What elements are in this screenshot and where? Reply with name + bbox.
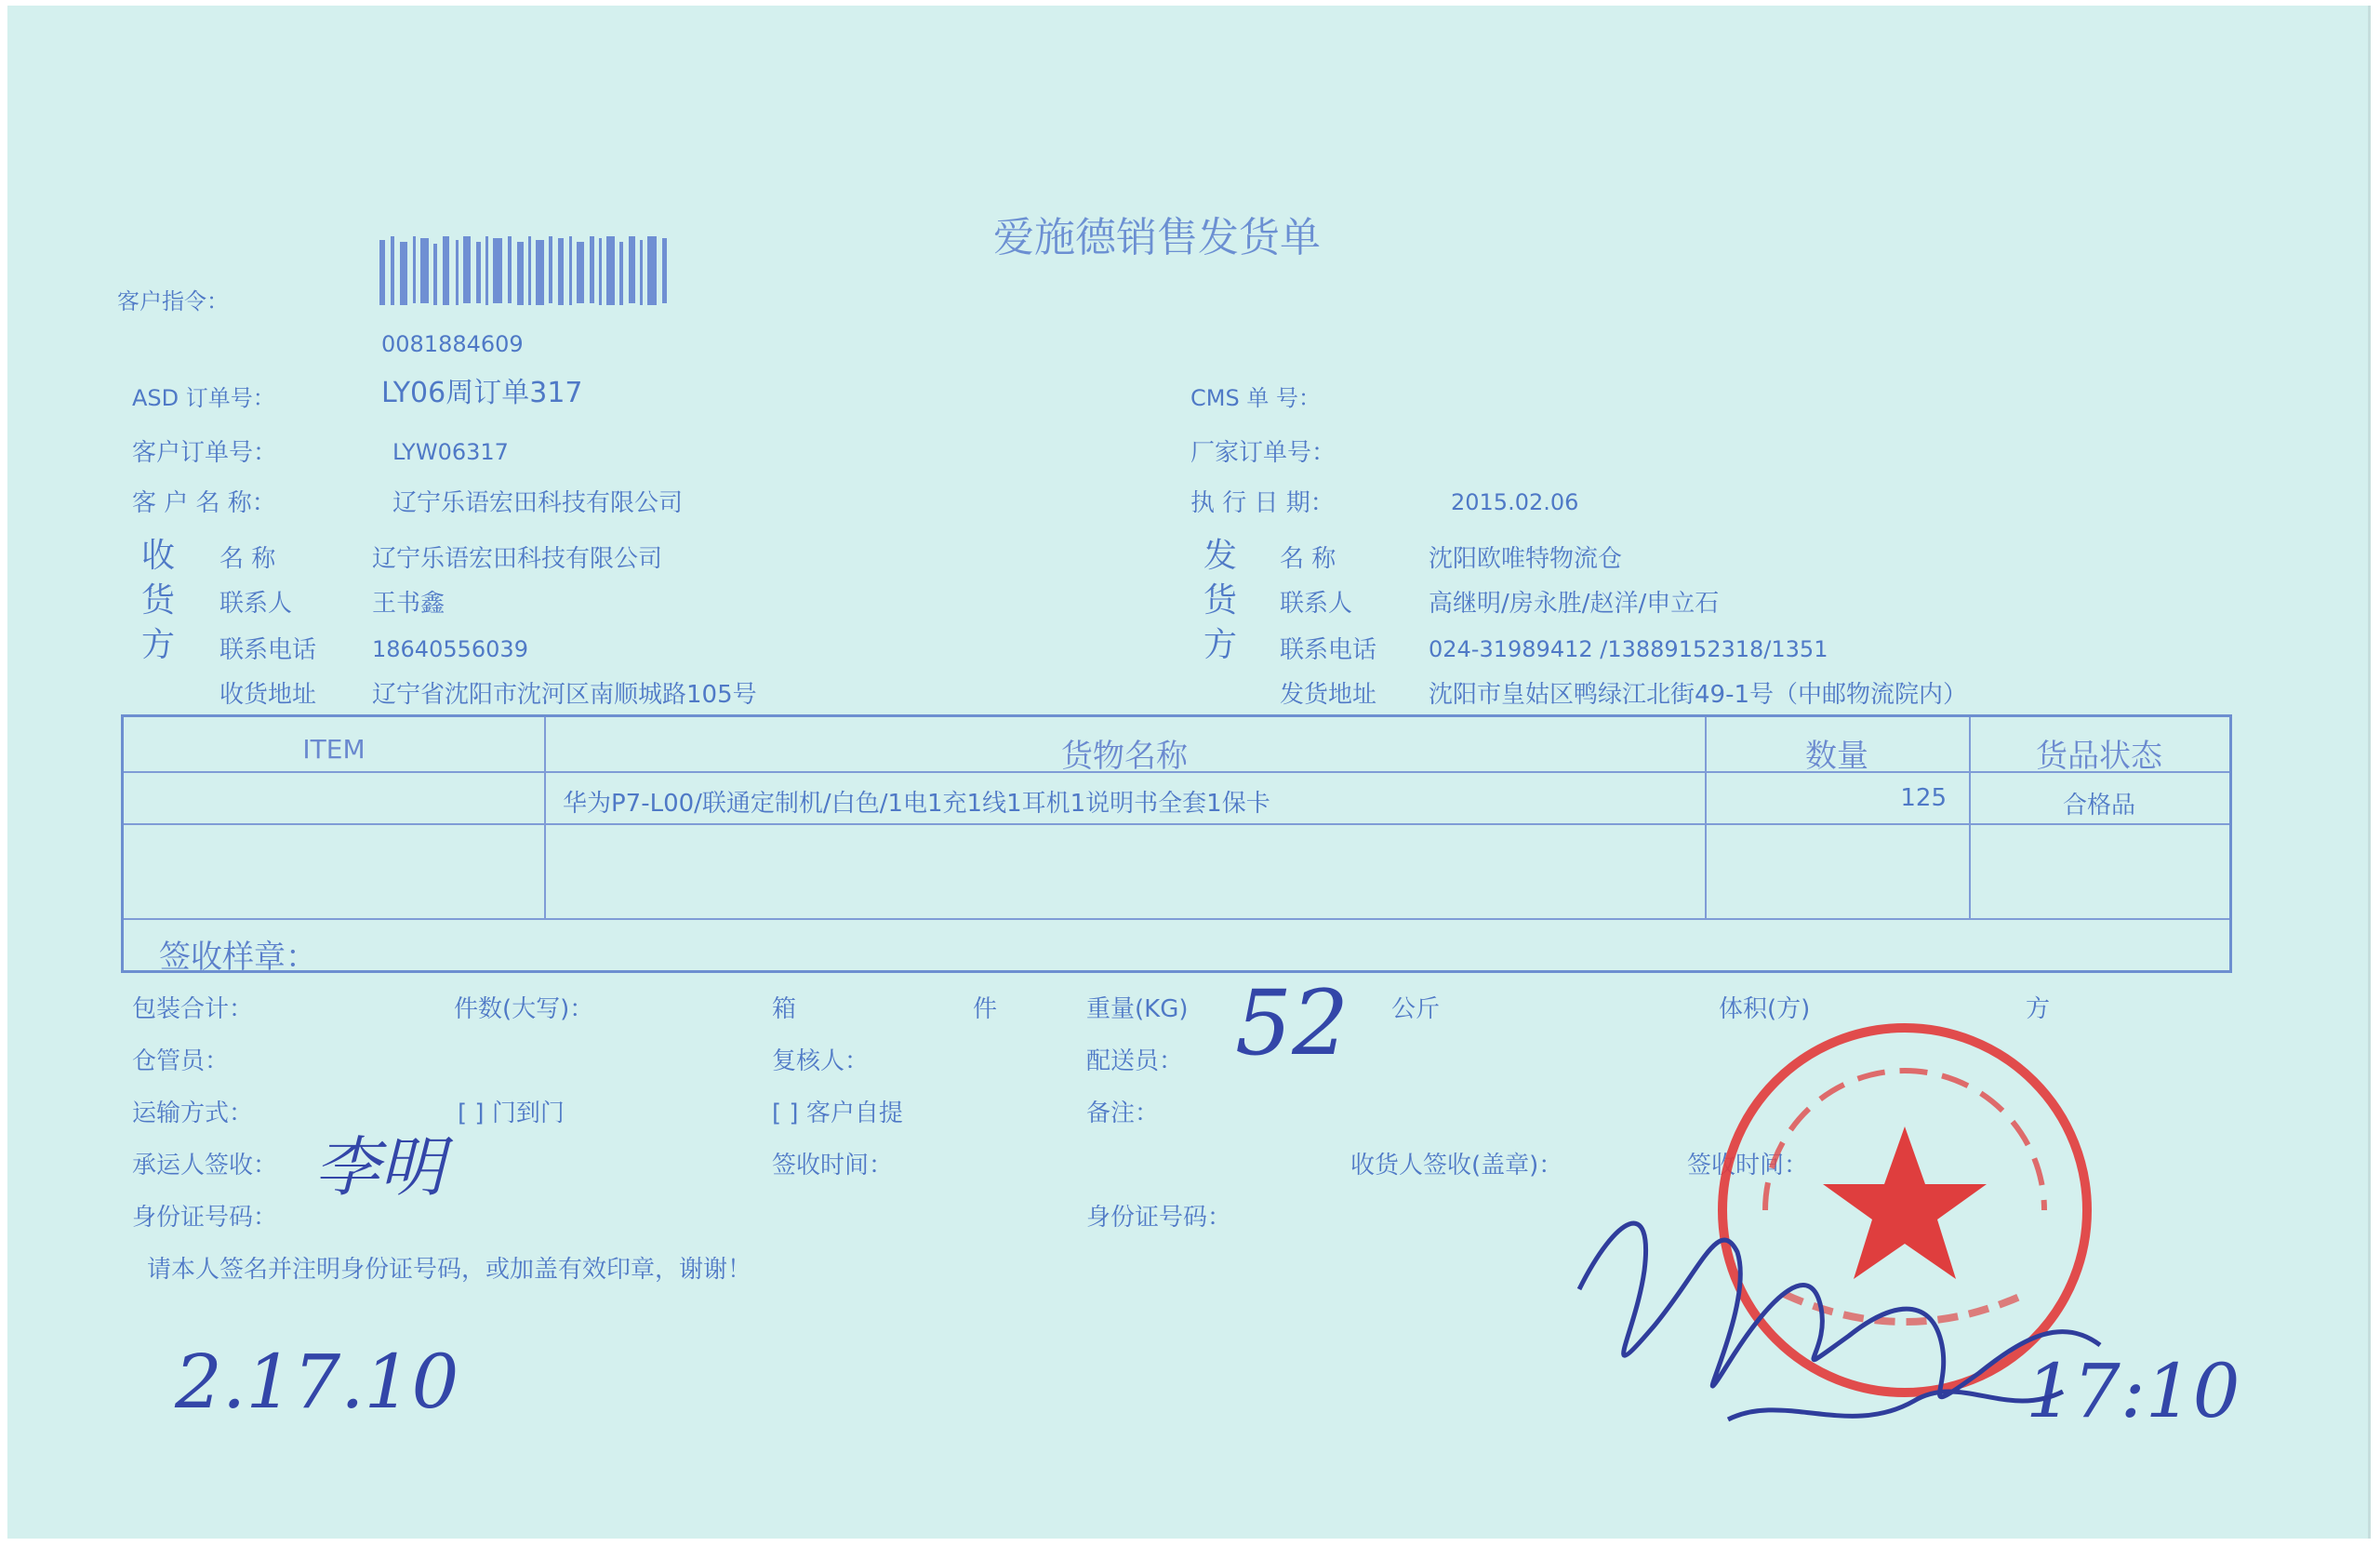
handwritten-time-right: 17:10	[2026, 1348, 2240, 1434]
sender-side-char-2: 货	[1203, 581, 1238, 620]
sender-side-char-1: 发	[1203, 537, 1238, 575]
row-status: 合格品	[2062, 792, 2135, 820]
receiver-side-char-2: 货	[141, 581, 176, 620]
piece-label: 件	[973, 995, 998, 1023]
receiver-side-char-1: 收	[141, 537, 176, 575]
receiver-address-label: 收货地址	[219, 681, 317, 709]
delivery-note-paper	[7, 6, 2371, 1539]
document-title: 爱施德销售发货单	[993, 214, 1321, 261]
pack-total-label: 包装合计：	[132, 995, 254, 1023]
sender-address: 沈阳市皇姑区鸭绿江北街49-1号（中邮物流院内）	[1429, 681, 1968, 709]
weight-label: 重量(KG)	[1086, 995, 1189, 1023]
sender-side-char-3: 方	[1203, 626, 1238, 664]
volume-label: 体积(方)	[1719, 995, 1811, 1023]
pieces-label: 件数(大写)：	[454, 995, 594, 1023]
carrier-sign-label: 承运人签收：	[132, 1152, 278, 1179]
row-goods-name: 华为P7-L00/联通定制机/白色/1电1充1线1耳机1说明书全套1保卡	[563, 790, 1270, 818]
handwritten-date-left: 2.17.10	[175, 1339, 459, 1425]
transport-label: 运输方式：	[132, 1100, 254, 1127]
warehouse-label: 仓管员：	[132, 1047, 230, 1075]
barcode	[379, 236, 677, 311]
cms-order-label: CMS 单 号：	[1190, 385, 1321, 411]
receiver-name-label: 名 称	[219, 545, 276, 573]
sender-phone: 024-31989412 /13889152318/1351	[1429, 636, 1828, 662]
receiver-contact: 王书鑫	[372, 590, 445, 618]
carrier-signature: 李明	[314, 1129, 445, 1206]
exec-date-value: 2015.02.06	[1451, 489, 1579, 515]
asd-order-value: LY06周订单317	[381, 377, 583, 409]
door-to-door-option: [ ] 门到门	[458, 1100, 565, 1127]
exec-date-label: 执 行 日 期：	[1190, 489, 1335, 517]
sign-time-label-2: 签收时间：	[1687, 1152, 1809, 1179]
notice-text: 请本人签名并注明身份证号码，或加盖有效印章，谢谢！	[147, 1256, 752, 1284]
id-number-label: 身份证号码：	[132, 1204, 278, 1232]
sender-contact: 高继明/房永胜/赵洋/申立石	[1429, 590, 1720, 618]
deliverer-label: 配送员：	[1086, 1047, 1184, 1075]
asd-order-label: ASD 订单号：	[132, 385, 275, 411]
receiver-address: 辽宁省沈阳市沈河区南顺城路105号	[372, 681, 757, 709]
header-status: 货品状态	[2036, 738, 2162, 775]
customer-order-value: LYW06317	[392, 439, 509, 465]
sender-name-label: 名 称	[1280, 545, 1336, 573]
customer-instruction-label: 客户指令：	[117, 288, 229, 314]
customer-order-label: 客户订单号：	[132, 439, 278, 467]
sender-contact-label: 联系人	[1280, 590, 1353, 618]
customer-instruction-code: 0081884609	[381, 331, 524, 357]
header-item: ITEM	[302, 734, 366, 765]
factory-order-label: 厂家订单号：	[1190, 439, 1336, 467]
self-pickup-option: [ ] 客户自提	[772, 1100, 903, 1127]
goods-table	[121, 714, 2232, 976]
customer-name-value: 辽宁乐语宏田科技有限公司	[392, 489, 684, 517]
sender-address-label: 发货地址	[1280, 681, 1377, 709]
customer-name-label: 客 户 名 称：	[132, 489, 276, 517]
sender-phone-label: 联系电话	[1280, 636, 1377, 664]
receiver-phone-label: 联系电话	[219, 636, 317, 664]
sender-name: 沈阳欧唯特物流仓	[1429, 545, 1623, 573]
header-goods-name: 货物名称	[1061, 738, 1188, 775]
box-label: 箱	[772, 995, 797, 1023]
header-quantity: 数量	[1805, 738, 1868, 775]
receiver-phone: 18640556039	[372, 636, 528, 662]
cube-label: 方	[2026, 995, 2051, 1023]
remark-label: 备注：	[1086, 1100, 1160, 1127]
kg-label: 公斤	[1391, 995, 1441, 1023]
checker-label: 复核人：	[772, 1047, 870, 1075]
receiver-side-char-3: 方	[141, 626, 176, 664]
sign-stamp-label: 签收样章：	[159, 939, 317, 976]
sign-time-label: 签收时间：	[772, 1152, 894, 1179]
receiver-sign-label: 收货人签收(盖章)：	[1350, 1152, 1563, 1179]
row-quantity: 125	[1900, 784, 1947, 812]
receiver-contact-label: 联系人	[219, 590, 293, 618]
receiver-name: 辽宁乐语宏田科技有限公司	[372, 545, 663, 573]
receiver-signature-scribble	[1542, 1159, 2137, 1475]
weight-value-handwritten: 52	[1235, 971, 1350, 1075]
id-number-label-2: 身份证号码：	[1086, 1204, 1232, 1232]
